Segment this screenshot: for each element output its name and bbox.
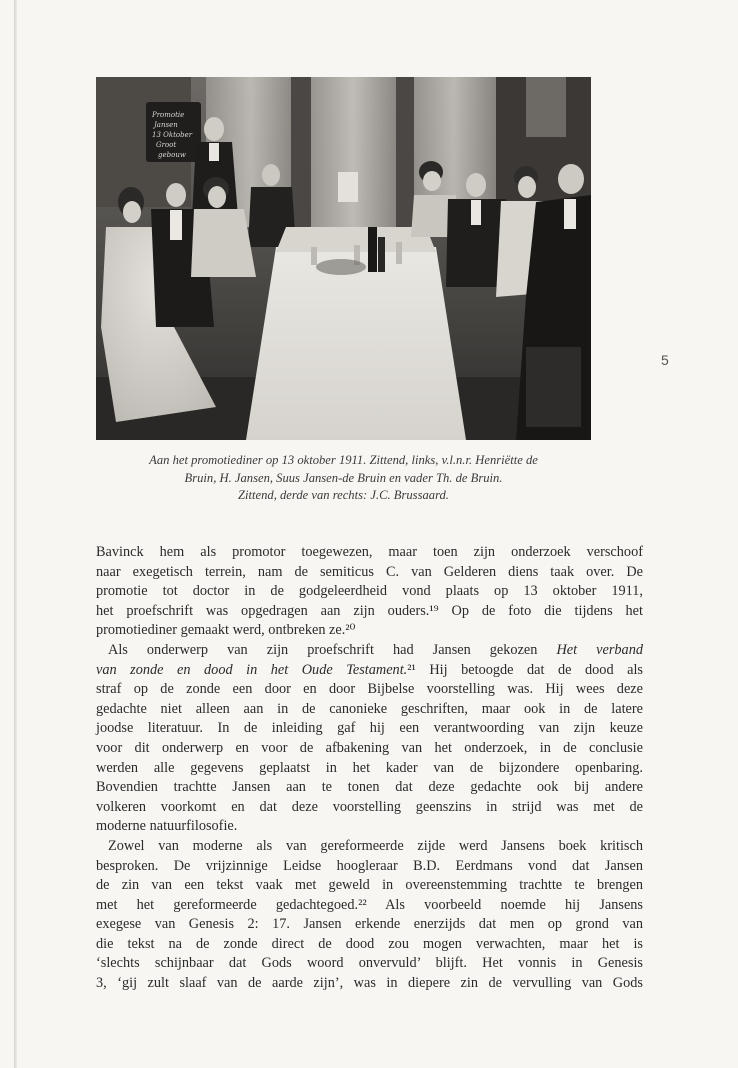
text-line: werden alle gegevens geplaatst in het kader van de bijzondere openbaring. (96, 759, 643, 776)
text-line: besproken. De vrijzinnige Leidse hoogleraar B.D. Eerdmans vond dat Jansen (96, 857, 643, 874)
text-line: van zonde en dood in het Oude Testament.²¹ Hij betoogde dat de dood als (96, 661, 643, 678)
promotion-sign (146, 102, 201, 162)
text-line: 3, ‘gij zult slaaf van de aarde zijn’, was in diepere zin de vervulling van Gods (96, 975, 643, 992)
svg-text:Jansen: Jansen (154, 121, 178, 129)
text-line: Zowel van moderne als van gereformeerde zijde werd Jansens boek kritisch (108, 837, 643, 854)
body-text (96, 543, 643, 994)
paragraph (96, 837, 643, 994)
caption-line: Bruin, H. Jansen, Suus Jansen-de Bruin en vader Th. de Bruin. (184, 470, 503, 485)
svg-text:Groot: Groot (156, 141, 177, 149)
text-line: joodse literatuur. In de inleiding gaf hij een verantwoording van zijn keuze (96, 720, 643, 737)
svg-text:gebouw: gebouw (158, 151, 186, 159)
text-line: voor dit onderwerp en voor de afbakening van het onderzoek, in de conclusie (96, 739, 643, 756)
text-line: Bovendien trachtte Jansen aan te tonen dat deze gedachte ook bij andere (96, 779, 643, 796)
text-line: het proefschrift was opgedragen aan zijn ouders.¹⁹ Op de foto die tijdens het (96, 602, 643, 619)
thesis-title: Het verband (556, 641, 643, 658)
promotion-dinner-photo (96, 77, 591, 440)
text-line: de zin van een tekst vaak met geweld in overeenstemming trachtte te brengen (96, 877, 643, 894)
thesis-title: van zonde en dood in het Oude Testament. (96, 661, 408, 678)
caption-line: Aan het promotiediner op 13 oktober 1911. Zittend, links, v.l.n.r. Henriëtte de (149, 453, 538, 467)
text-line: ‘slechts schijnbaar dat Gods woord onvervuld’ blijft. Het vonnis in Genesis (96, 955, 643, 972)
text-line: gedachte niet alleen aan in de canonieke geschriften, maar ook in de latere (96, 700, 643, 717)
text-line: straf op de zonde een door en door Bijbelse voorstelling was. Hij wees deze (96, 681, 643, 698)
svg-text:Promotie: Promotie (152, 111, 185, 119)
text-line: naar exegetisch terrein, nam de semiticus C. van Gelderen diens taak over. De (96, 563, 643, 580)
text-line: Als onderwerp van zijn proefschrift had Jansen gekozen Het verband (108, 641, 643, 658)
text-line: promotie tot doctor in de godgeleerdheid vond plaats op 13 oktober 1911, (96, 583, 643, 600)
text-line: exegese van Genesis 2: 17. Jansen erkende enerzijds dat men op grond van (96, 916, 643, 933)
paragraph (96, 543, 643, 641)
text-line: volkeren voorkomt en dat deze voorstelling geenszins in strijd was met de (96, 798, 643, 815)
binding-edge (14, 0, 17, 1068)
text-line: Bavinck hem als promotor toegewezen, maar toen zijn onderzoek verschoof (96, 544, 643, 560)
text-line: moderne natuurfilosofie. (96, 818, 238, 835)
text-line: die tekst na de zonde direct de dood zou mogen verwachten, maar het is (96, 935, 643, 952)
caption-line: Zittend, derde van rechts: J.C. Brussaard. (238, 488, 449, 502)
paragraph (96, 641, 643, 837)
text-line: met het gereformeerde gedachtegoed.²² Als voorbeeld noemde hij Jansens (96, 896, 643, 913)
svg-text:13 Oktober: 13 Oktober (152, 131, 193, 139)
page-number: 5 (661, 352, 669, 368)
photo-caption (96, 452, 591, 505)
text-line: promotiediner gemaakt werd, ontbreken ze.²⁰ (96, 622, 356, 639)
